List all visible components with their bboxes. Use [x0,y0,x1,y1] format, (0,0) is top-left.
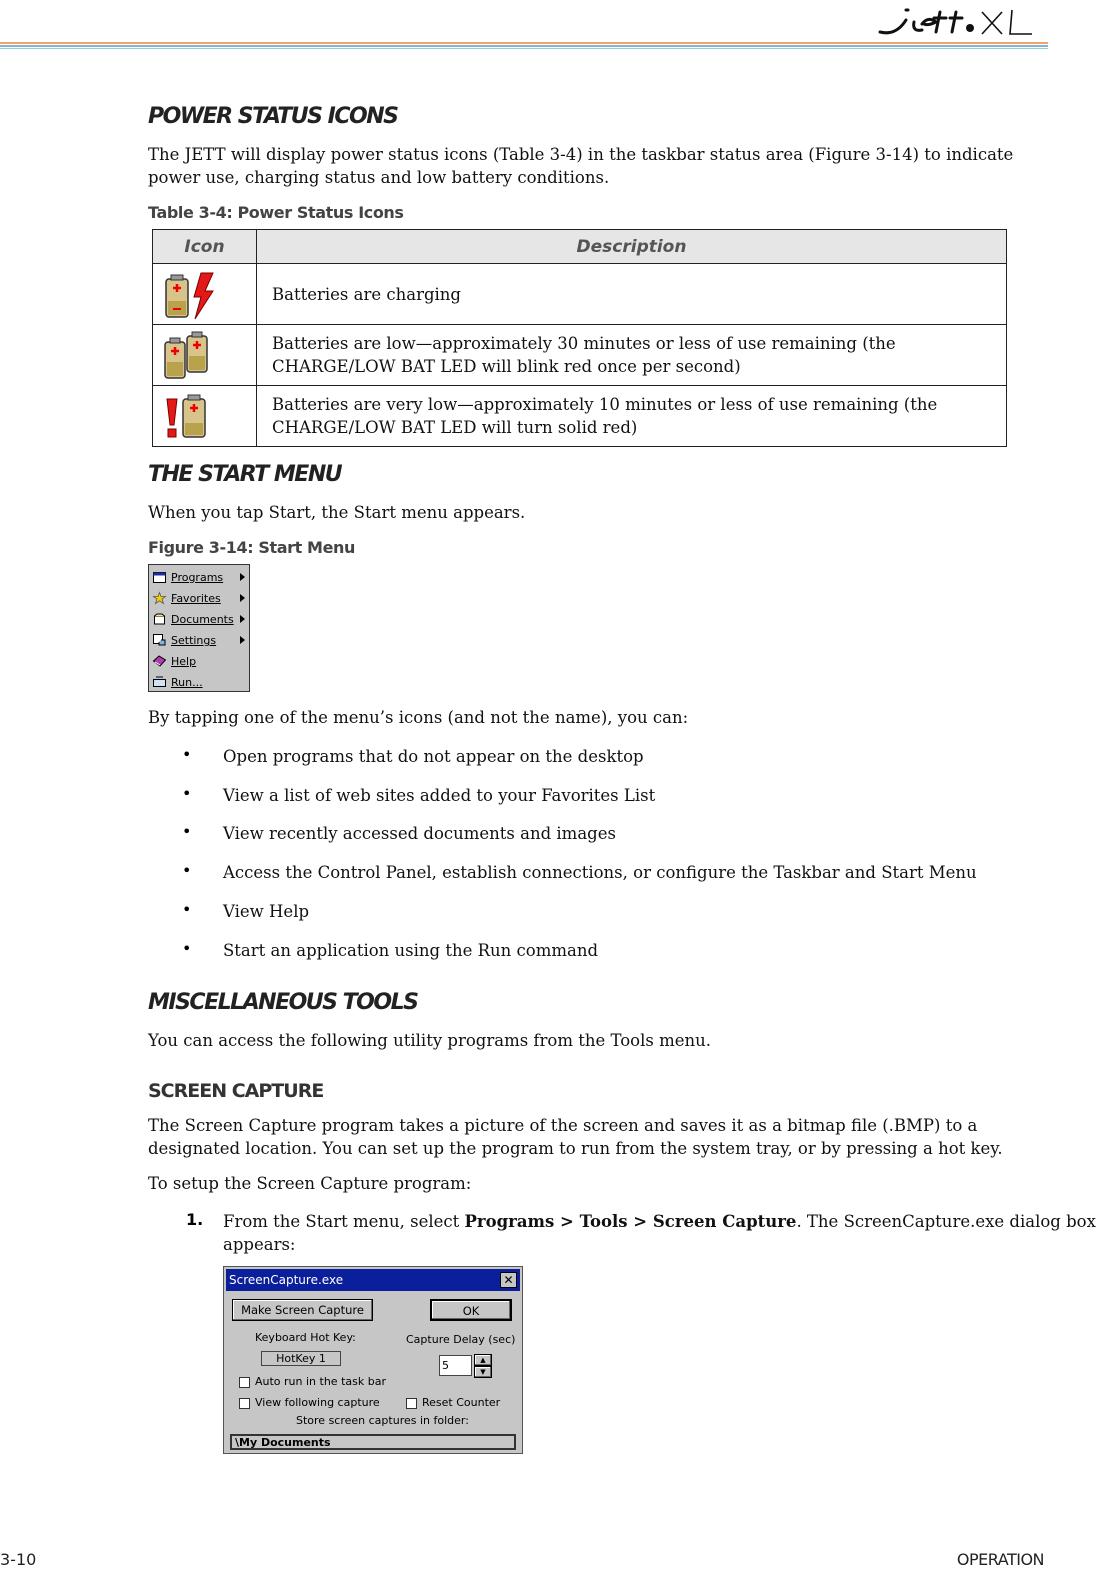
start-lead: By tapping one of the menu’s icons (and not the name), you can: [148,708,689,727]
table-row [153,386,1007,447]
logo-graphic [866,2,1046,40]
header-stripe-teal [0,48,1048,49]
delay-down-button[interactable]: ▼ [474,1366,492,1378]
start-heading-text: THE START MENU [148,462,342,487]
footer-section [957,1550,1044,1569]
bullet-text: Start an application using the Run command [223,941,599,960]
misc-tools-heading [148,990,417,1015]
header-stripe-orange [0,42,1048,44]
description-line-2: CHARGE/LOW BAT LED will blink red once per second) [272,357,741,376]
power-intro-line2: power use, charging status and low battery conditions. [148,168,610,187]
footer-section-text: OPERATION [956,1550,1044,1569]
icon-column-header: Icon [153,230,257,264]
submenu-arrow-icon [240,615,245,623]
description-cell [257,264,1007,325]
menu-label: Documents [171,613,234,626]
power-intro-line1: The JETT will display power status icons (Table 3-4) in the taskbar status area (Figure 3-14) to indicate [148,145,1014,164]
step-line2: appears: [223,1235,296,1254]
submenu-arrow-icon [240,594,245,602]
start-menu-heading [148,462,341,487]
menu-item-help[interactable] [149,651,249,672]
documents-icon [153,613,166,625]
table-caption: Table 3-4: Power Status Icons [148,203,404,222]
menu-label: Settings [171,634,217,647]
bullet-icon: • [182,900,192,919]
misc-heading-text: MISCELLANEOUS TOOLS [148,990,418,1015]
delay-up-button[interactable]: ▲ [474,1354,492,1366]
autorun-checkbox[interactable] [239,1377,250,1388]
hotkey-label: Keyboard Hot Key: [255,1331,356,1344]
menu-label: Help [171,655,197,668]
step-number: 1. [186,1210,204,1229]
capture-intro-line1: The Screen Capture program takes a picture of the screen and saves it as a bitmap file (.BMP) to a [148,1116,978,1135]
bullet-text: Open programs that do not appear on the desktop [223,747,644,766]
start-intro: When you tap Start, the Start menu appears. [148,503,526,522]
autorun-label: Auto run in the task bar [255,1375,386,1388]
battery-low-icon [161,330,221,382]
close-icon[interactable]: ✕ [500,1272,517,1288]
table-header-row [153,230,1007,264]
bullet-icon: • [182,784,192,803]
capture-intro-line2: designated location. You can set up the program to run from the system tray, or by pressing a hot key. [148,1139,1003,1158]
menu-label: Run... [171,676,203,689]
power-heading-text: POWER STATUS ICONS [148,104,398,129]
battery-charging-icon [161,269,221,321]
view-following-checkbox[interactable] [239,1398,250,1409]
bullet-icon: • [182,822,192,841]
bullet-icon: • [182,939,192,958]
bullet-icon: • [182,745,192,764]
power-status-table [152,229,1007,447]
programs-icon [153,571,166,583]
bullet-text: Access the Control Panel, establish connections, or configure the Taskbar and Start Menu [223,863,977,882]
dialog-title: ScreenCapture.exe [229,1273,344,1287]
menu-item-documents[interactable] [149,609,249,630]
step-post: . The ScreenCapture.exe dialog box [796,1212,1096,1231]
icon-cell [153,264,257,325]
bullet-text: View Help [223,902,310,921]
reset-counter-checkbox[interactable] [406,1398,417,1409]
submenu-arrow-icon [240,636,245,644]
screencapture-dialog [223,1266,523,1454]
view-following-label: View following capture [255,1396,380,1409]
description-line-1: Batteries are very low—approximately 10 minutes or less of use remaining (the [272,395,938,414]
description-cell [257,325,1007,386]
menu-item-programs[interactable] [149,567,249,588]
battery-very-low-icon [161,391,221,443]
jett-xl-logo [866,2,1046,40]
figure-caption: Figure 3-14: Start Menu [148,538,356,557]
step-menu-path: Programs > Tools > Screen Capture [464,1212,797,1231]
capture-setup: To setup the Screen Capture program: [148,1174,472,1193]
table-row [153,264,1007,325]
power-status-heading [148,104,397,129]
settings-icon [153,634,166,646]
delay-label: Capture Delay (sec) [406,1333,516,1346]
bullet-text: View recently accessed documents and images [223,824,616,843]
description-column-header: Description [257,230,1007,264]
description-line: Batteries are charging [272,284,461,304]
ok-button[interactable]: OK [430,1299,512,1321]
table-row [153,325,1007,386]
folder-label: Store screen captures in folder: [296,1414,469,1427]
run-icon [153,676,166,688]
reset-counter-label: Reset Counter [422,1396,501,1409]
step-text [223,1210,1096,1233]
favorites-star-icon [153,592,166,604]
header-stripe-blue [0,45,1048,47]
menu-label: Favorites [171,592,221,605]
menu-item-settings[interactable] [149,630,249,651]
dialog-titlebar [226,1269,520,1291]
make-screen-capture-button[interactable]: Make Screen Capture [232,1299,373,1321]
delay-input[interactable]: 5 [439,1355,472,1376]
description-line-2: CHARGE/LOW BAT LED will turn solid red) [272,418,638,437]
menu-label: Programs [171,571,224,584]
description-line-1: Batteries are low—approximately 30 minutes or less of use remaining (the [272,334,896,353]
icon-cell [153,386,257,447]
hotkey-dropdown[interactable]: HotKey 1 [261,1351,341,1366]
misc-intro: You can access the following utility programs from the Tools menu. [148,1031,711,1050]
bullet-text: View a list of web sites added to your Favorites List [223,786,656,805]
icon-cell [153,325,257,386]
submenu-arrow-icon [240,573,245,581]
start-menu-figure [148,564,250,692]
help-book-icon [153,655,166,667]
menu-item-favorites[interactable] [149,588,249,609]
folder-input[interactable]: \My Documents [230,1434,516,1450]
menu-item-run[interactable] [149,672,249,693]
description-cell [257,386,1007,447]
screen-capture-heading [148,1080,323,1102]
capture-heading-text: SCREEN CAPTURE [148,1080,324,1102]
step-pre: From the Start menu, select [223,1212,465,1231]
bullet-icon: • [182,861,192,880]
page-number: 3-10 [0,1550,37,1569]
